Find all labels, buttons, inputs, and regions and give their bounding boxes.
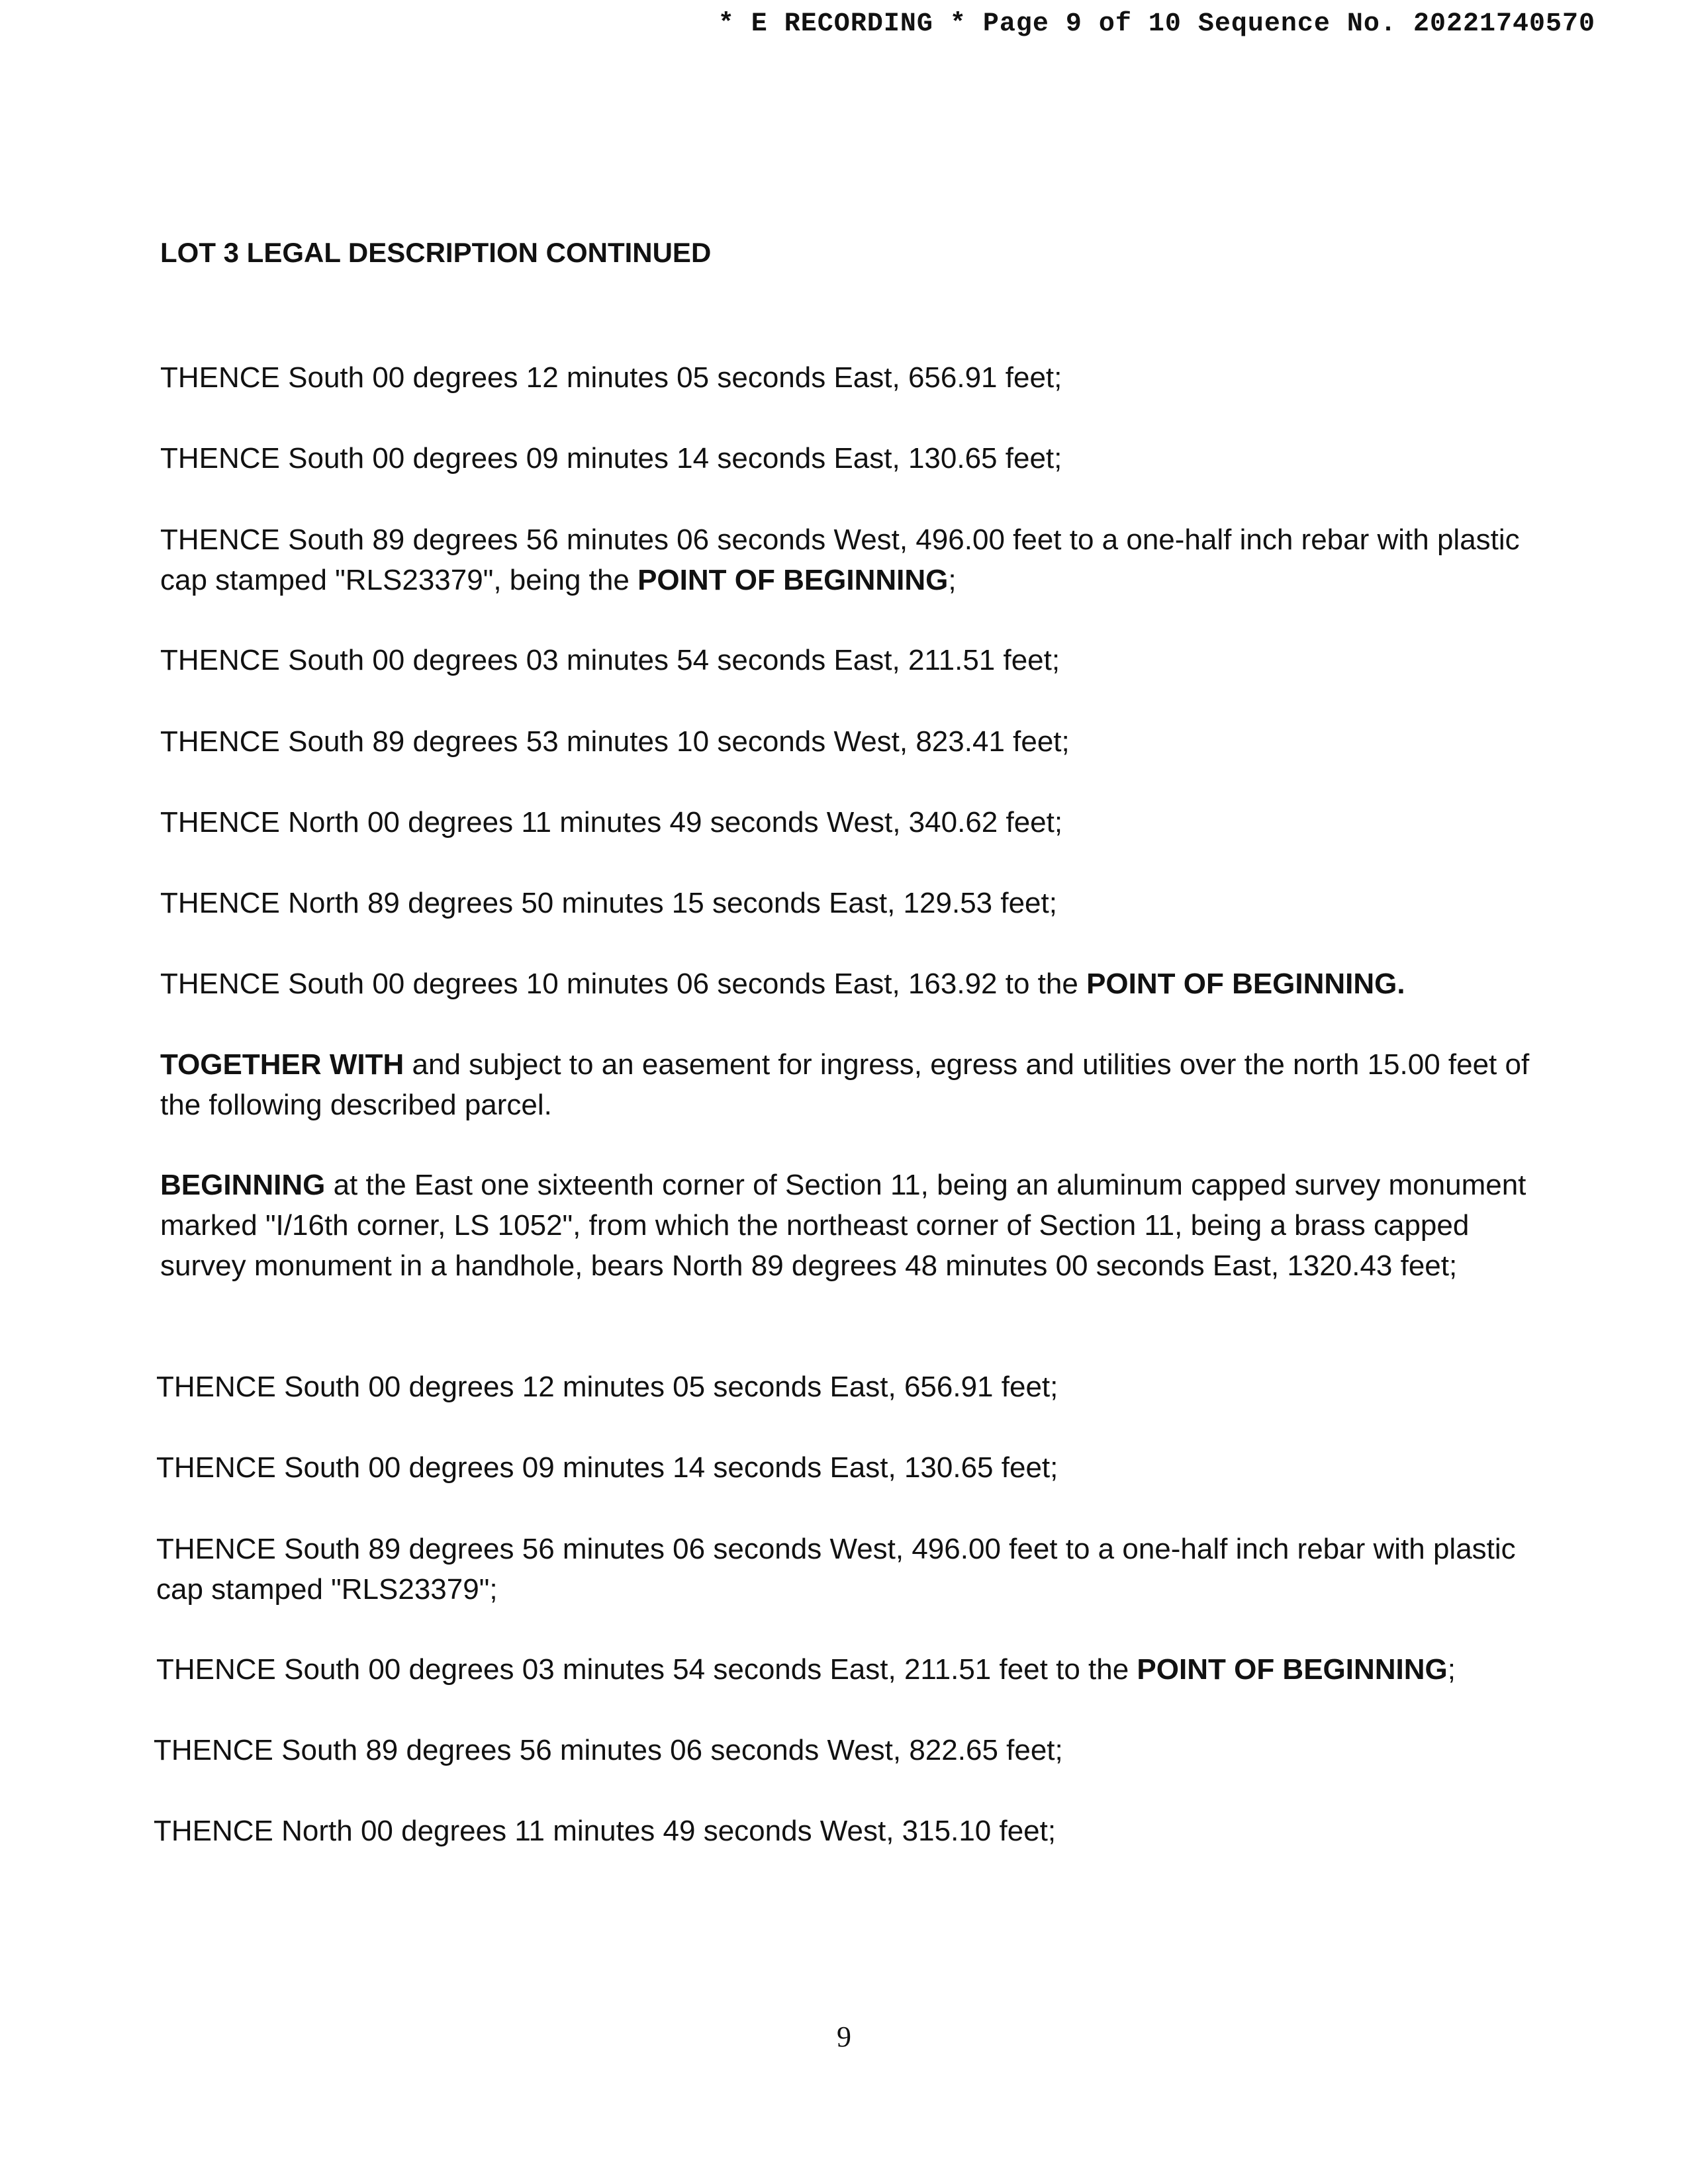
course-text-end: ; [1447,1653,1456,1686]
together-with-label: TOGETHER WITH [160,1048,404,1081]
course-text: THENCE South 89 degrees 56 minutes 06 seconds West, 496.00 feet to a one-half inch rebar with plastic cap stamped "RLS23379"; [156,1533,1516,1606]
point-of-beginning-label: POINT OF BEGINNING. [1086,968,1405,1000]
paragraph-course-16 [154,1811,1544,1851]
paragraph-course-2 [160,438,1550,478]
document-title: LOT 3 LEGAL DESCRIPTION CONTINUED [160,237,712,268]
course-text: THENCE South 00 degrees 10 minutes 06 seconds East, 163.92 to the [160,968,1087,1000]
paragraph-beginning [160,1165,1550,1286]
easement-text: and subject to an easement for ingress, egress and utilities over the north 15.00 feet of the following described parcel. [160,1048,1530,1121]
course-text: THENCE South 00 degrees 12 minutes 05 seconds East, 656.91 feet; [160,361,1062,394]
point-of-beginning-label: POINT OF BEGINNING [1137,1653,1448,1686]
paragraph-course-15 [154,1730,1544,1770]
paragraph-course-5 [160,721,1550,762]
point-of-beginning-label: POINT OF BEGINNING [637,564,949,596]
paragraph-course-8 [160,964,1550,1004]
beginning-label: BEGINNING [160,1169,326,1201]
page-number: 9 [837,2021,851,2053]
course-text: THENCE South 00 degrees 09 minutes 14 seconds East, 130.65 feet; [160,442,1062,475]
beginning-text: at the East one sixteenth corner of Section 11, being an aluminum capped survey monument marked "I/16th corner, LS 1052", from which the northeast corner of Section 11, being a brass capped survey monument in a handhole, bears North 89 degrees 48 minutes 00 seconds East, 1320.43 feet; [160,1169,1526,1282]
paragraph-course-3 [160,520,1550,600]
course-text: THENCE North 89 degrees 50 minutes 15 seconds East, 129.53 feet; [160,887,1057,919]
paragraph-course-1 [160,357,1550,398]
course-text: THENCE South 00 degrees 03 minutes 54 seconds East, 211.51 feet to the [156,1653,1137,1686]
recording-stamp: * E RECORDING * Page 9 of 10 Sequence No. 20221740570 [718,9,1595,39]
paragraph-together-with [160,1044,1550,1125]
course-text: THENCE North 00 degrees 11 minutes 49 seconds West, 315.10 feet; [154,1815,1056,1847]
paragraph-course-14 [156,1649,1546,1690]
paragraph-course-6 [160,802,1550,842]
course-text: THENCE South 00 degrees 09 minutes 14 seconds East, 130.65 feet; [156,1451,1058,1484]
course-text: THENCE South 00 degrees 12 minutes 05 seconds East, 656.91 feet; [156,1371,1058,1403]
paragraph-course-11 [156,1367,1546,1407]
course-text: THENCE North 00 degrees 11 minutes 49 seconds West, 340.62 feet; [160,806,1063,839]
paragraph-course-4 [160,640,1550,680]
paragraph-course-7 [160,883,1550,923]
course-text: THENCE South 89 degrees 56 minutes 06 seconds West, 822.65 feet; [154,1734,1063,1766]
course-text: THENCE South 89 degrees 53 minutes 10 seconds West, 823.41 feet; [160,725,1070,758]
paragraph-course-13 [156,1529,1546,1610]
course-text-end: ; [948,564,957,596]
course-text: THENCE South 89 degrees 56 minutes 06 seconds West, 496.00 feet to a one-half inch rebar with plastic cap stamped "RLS23379", being the [160,523,1520,596]
paragraph-course-12 [156,1447,1546,1488]
course-text: THENCE South 00 degrees 03 minutes 54 seconds East, 211.51 feet; [160,644,1060,676]
